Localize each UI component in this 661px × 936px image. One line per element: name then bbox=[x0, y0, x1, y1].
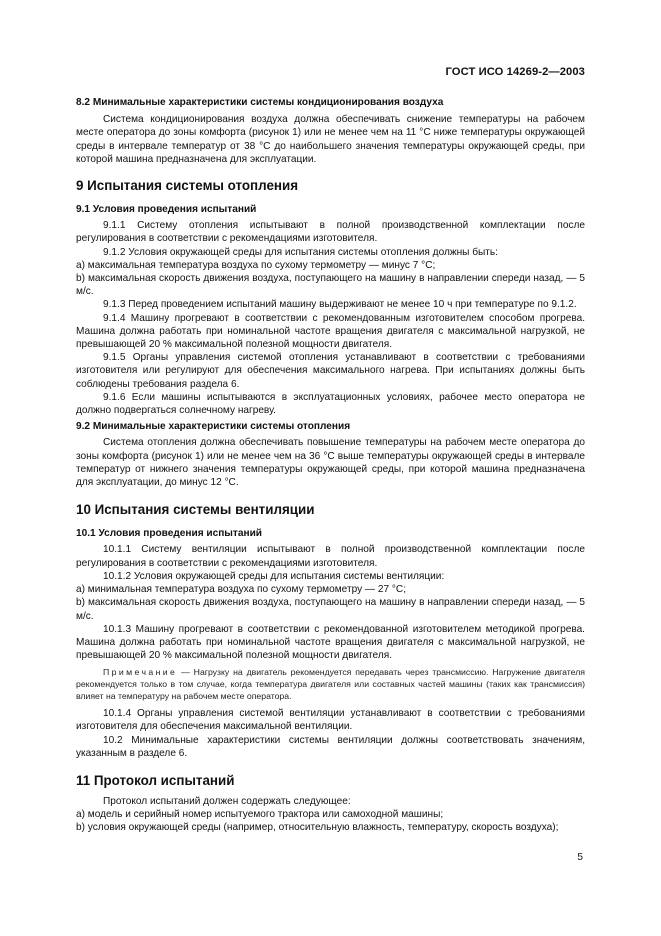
paragraph-10-1-2-a: а) минимальная температура воздуха по сухому термометру — 27 °С; bbox=[76, 584, 406, 596]
section-9-title: 9 Испытания системы отопления bbox=[76, 178, 299, 194]
note-label: Примечание bbox=[103, 667, 178, 678]
paragraph-8-2: Система кондиционирования воздуха должна обеспечивать снижение температуры на рабочем месте оператора до зоны комфорта (рисунок 1) или не менее чем на 11 °С ниже температуры окружающей среды в интервале температур от 38 °С до наибольшего значения температуры окружающей среды, при которой машина предназначена для эксплуатации. bbox=[76, 114, 585, 165]
heading-10-1: 10.1 Условия проведения испытаний bbox=[76, 528, 262, 540]
page-body bbox=[76, 96, 585, 835]
paragraph-9-1-4: 9.1.4 Машину прогревают в соответствии с рекомендованным изготовителем способом прогрева. Машина должна работать при номинальной частоте вращения двигателя с максимальной нагрузкой, не превышающей 20 % максимальной полезной мощности двигателя. bbox=[76, 312, 585, 351]
paragraph-10-1-2-b: b) максимальная скорость движения воздуха, поступающего на машину в направлении спереди назад, — 5 м/с. bbox=[76, 597, 585, 622]
paragraph-11-a: а) модель и серийный номер испытуемого трактора или самоходной машины; bbox=[76, 809, 444, 821]
paragraph-10-1-2: 10.1.2 Условия окружающей среды для испытания системы вентиляции: bbox=[103, 570, 445, 582]
section-10-title: 10 Испытания системы вентиляции bbox=[76, 502, 315, 518]
paragraph-10-1-1: 10.1.1 Систему вентиляции испытывают в полной производственной комплектации после регулирования в соответствии с рекомендациями изготовителя. bbox=[76, 544, 585, 569]
paragraph-10-2: 10.2 Минимальные характеристики системы вентиляции должны соответствовать значениям, указанным в разделе 6. bbox=[76, 734, 585, 759]
page-number: 5 bbox=[577, 852, 583, 863]
paragraph-9-1-2: 9.1.2 Условия окружающей среды для испытания системы отопления должны быть: bbox=[103, 246, 498, 258]
paragraph-9-1-2-b: b) максимальная скорость движения воздуха, поступающего на машину в направлении спереди назад, — 5 м/с. bbox=[76, 273, 585, 298]
note-text: — Нагрузку на двигатель рекомендуется передавать через трансмиссию. Нагружение двигателя рекомендуется только в том случае, когда температура двигателя или составных частей машины (таких как трансмиссия) влияет на температуру на рабочем месте оператора. bbox=[76, 667, 585, 701]
paragraph-9-1-6: 9.1.6 Если машины испытываются в эксплуатационных условиях, рабочее место оператора не должно подвергаться солнечному нагреву. bbox=[76, 391, 585, 417]
paragraph-11-intro: Протокол испытаний должен содержать следующее: bbox=[103, 795, 351, 807]
note-10-1-3 bbox=[76, 667, 585, 702]
paragraph-10-1-3: 10.1.3 Машину прогревают в соответствии с рекомендованной изготовителем методикой прогрева. Машина должна работать при номинальной частоте вращения двигателя с максимальной нагрузкой, не превышающей 20 % максимальной полезной мощности двигателя. bbox=[76, 623, 585, 662]
document-code: ГОСТ ИСО 14269-2—2003 bbox=[445, 66, 585, 78]
heading-9-2: 9.2 Минимальные характеристики системы отопления bbox=[76, 421, 351, 433]
section-11-title: 11 Протокол испытаний bbox=[76, 772, 235, 788]
heading-9-1: 9.1 Условия проведения испытаний bbox=[76, 204, 257, 216]
paragraph-9-1-2-a: а) максимальная температура воздуха по сухому термометру — минус 7 °С; bbox=[76, 259, 436, 271]
paragraph-9-2: Система отопления должна обеспечивать повышение температуры на рабочем месте оператора до зоны комфорта (рисунок 1) или не менее чем на 36 °С выше температуры окружающей среды в интервале температур от нижнего значения температуры окружающей среды, при которой машина предназначена для эксплуатации, до минус 12 °С. bbox=[76, 437, 585, 489]
paragraph-9-1-1: 9.1.1 Систему отопления испытывают в полной производственной комплектации после регулирования в соответствии с рекомендациями изготовителя. bbox=[76, 220, 585, 245]
paragraph-9-1-5: 9.1.5 Органы управления системой отопления устанавливают в соответствии с требованиями изготовителя или регулируют для обеспечения максимального нагрева. При испытаниях должны быть соблюдены требования раздела 6. bbox=[76, 352, 585, 390]
paragraph-9-1-3: 9.1.3 Перед проведением испытаний машину выдерживают не менее 10 ч при температуре по 9.1.2. bbox=[103, 299, 577, 311]
paragraph-11-b: b) условия окружающей среды (например, относительную влажность, температуру, скорость воздуха); bbox=[76, 822, 559, 834]
heading-8-2: 8.2 Минимальные характеристики системы кондиционирования воздуха bbox=[76, 97, 444, 108]
paragraph-10-1-4: 10.1.4 Органы управления системой вентиляции устанавливают в соответствии с требованиями изготовителя для обеспечения максимальной вентиляции. bbox=[76, 708, 585, 733]
